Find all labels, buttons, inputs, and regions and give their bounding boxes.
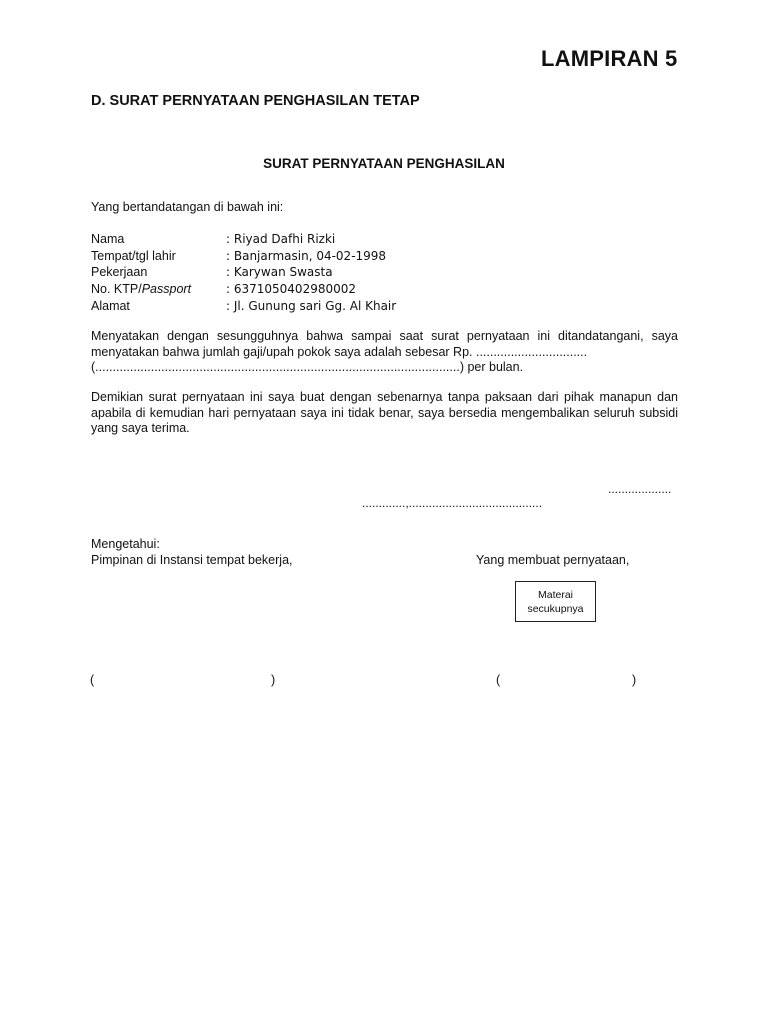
stamp-line-2: secukupnya: [527, 602, 584, 615]
acknowledge-label: Mengetahui:: [91, 537, 160, 551]
intro-text: Yang bertandatangan di bawah ini:: [91, 200, 284, 214]
field-label-nama: Nama: [91, 232, 125, 246]
statement-line-1: Menyatakan dengan sesungguhnya bahwa sampai saat surat pernyataan ini ditandatangani, saya menyatakan bahwa jumlah gaji/upah pokok saya adalah sebesar Rp. ................................: [91, 329, 678, 359]
appendix-label: LAMPIRAN 5: [541, 46, 678, 71]
employer-label: Pimpinan di Instansi tempat bekerja,: [91, 553, 293, 567]
field-label-ttl: Tempat/tgl lahir: [91, 249, 176, 263]
date-dots: ...................: [608, 482, 672, 496]
place-date-dots: .............,........................................: [362, 496, 543, 510]
statement-line-2: (.........................................................................................................) per bulan.: [91, 360, 524, 374]
employer-sign-close-paren: ): [271, 673, 276, 687]
field-value-nama: : Riyad Dafhi Rizki: [226, 232, 336, 246]
field-label-ktp: [91, 282, 191, 296]
field-label-ktp-text: No. KTP/: [91, 282, 142, 296]
field-value-alamat: : Jl. Gunung sari Gg. Al Khair: [226, 299, 397, 313]
statement-paragraph: [91, 329, 678, 376]
declarant-label: Yang membuat pernyataan,: [476, 553, 630, 567]
field-value-pekerjaan: : Karywan Swasta: [226, 265, 333, 279]
field-value-ttl: : Banjarmasin, 04-02-1998: [226, 249, 387, 263]
declarant-sign-open-paren: (: [496, 673, 501, 687]
closing-paragraph: Demikian surat pernyataan ini saya buat dengan sebenarnya tanpa paksaan dari pihak manapun dan apabila di kemudian hari pernyataan saya ini tidak benar, saya bersedia mengembalikan seluruh subsidi yang saya terima.: [91, 390, 678, 435]
declarant-sign-close-paren: ): [632, 673, 637, 687]
section-title: D. SURAT PERNYATAAN PENGHASILAN TETAP: [91, 93, 420, 109]
stamp-box: [515, 581, 596, 622]
field-label-alamat: Alamat: [91, 299, 130, 313]
document-title: SURAT PERNYATAAN PENGHASILAN: [263, 156, 505, 171]
stamp-line-1: Materai: [537, 588, 573, 601]
field-value-ktp: : 6371050402980002: [226, 282, 357, 296]
employer-sign-open-paren: (: [90, 673, 95, 687]
field-label-ktp-italic: Passport: [141, 282, 192, 296]
field-label-pekerjaan: Pekerjaan: [91, 265, 148, 279]
